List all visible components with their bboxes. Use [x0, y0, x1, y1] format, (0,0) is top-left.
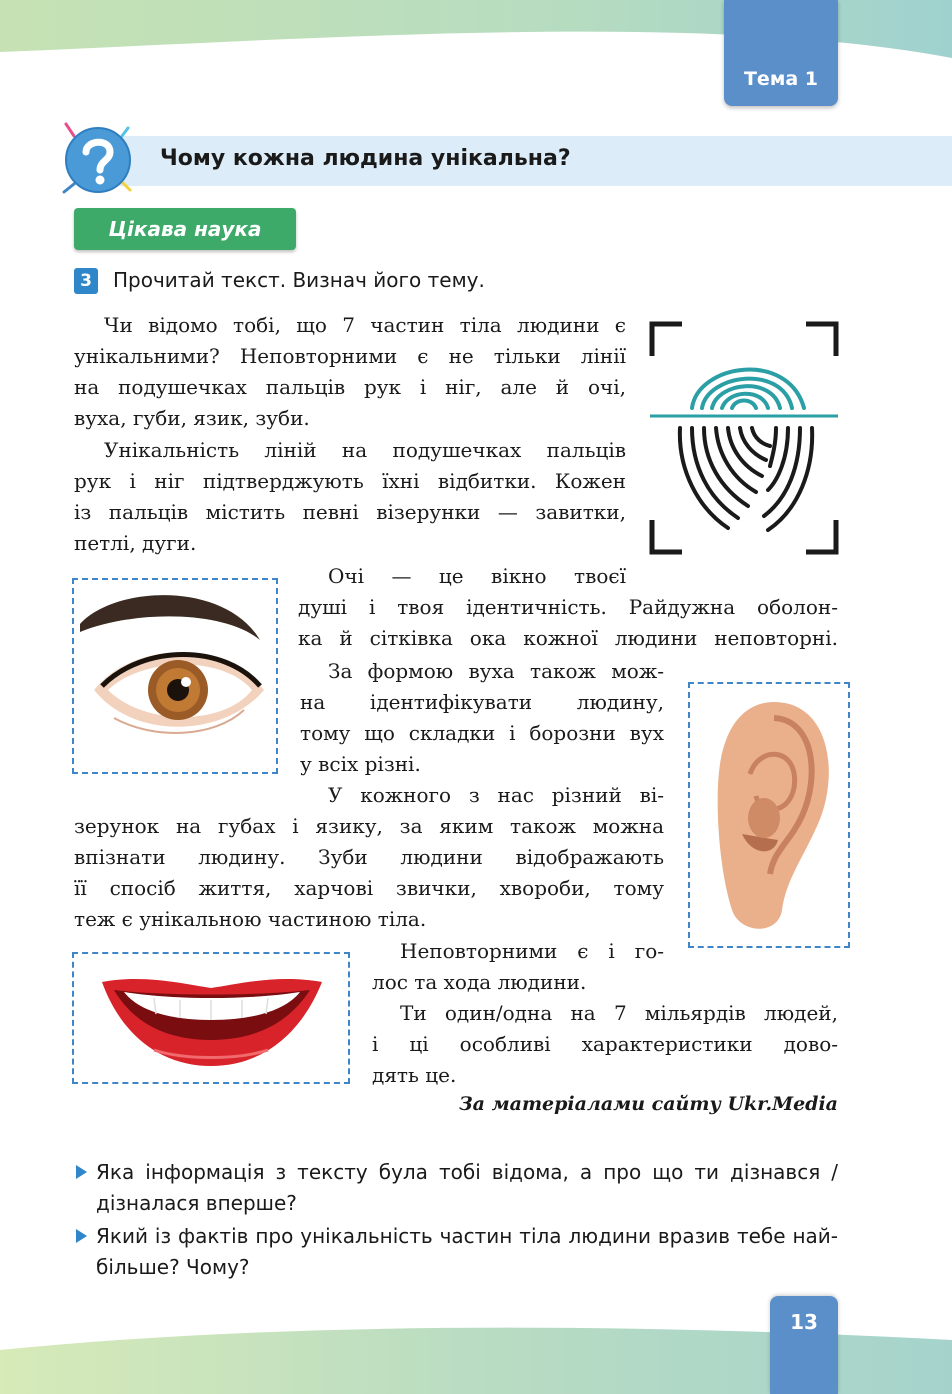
text-line: Ти один/одна на 7 мільярдів людей, [400, 1001, 838, 1025]
eye-illustration [74, 580, 276, 772]
text-line: у всіх різні. [300, 752, 421, 776]
text-line: вуха, губи, язик, зуби. [74, 406, 310, 430]
lips-illustration [74, 954, 348, 1082]
source-credit: За матеріалами сайту Ukr.Media [458, 1093, 838, 1115]
text-line: із пальців містить певні візерунки — завитки, [74, 500, 626, 524]
text-line: ка й сітківка ока кожної людини неповторні. [298, 626, 838, 650]
text-line: Чи відомо тобі, що 7 частин тіла людини є [104, 313, 626, 337]
question-line: дізналася вперше? [96, 1191, 297, 1215]
eye-image-frame [72, 578, 278, 774]
text-line: рук і ніг підтверджують їхні відбитки. Кожен [74, 469, 626, 493]
text-line: Неповторними є і го- [400, 939, 664, 963]
ear-illustration [690, 684, 848, 946]
lips-image-frame [72, 952, 350, 1084]
text-line: душі і твоя ідентичність. Райдужна оболон- [298, 595, 838, 619]
ear-image-frame [688, 682, 850, 948]
question-line: Який із фактів про унікальність частин тіла людини вразив тебе най- [96, 1224, 838, 1248]
text-line: дять це. [372, 1063, 457, 1087]
page-number: 13 [790, 1310, 818, 1334]
text-line: її спосіб життя, харчові звички, хвороби, тому [74, 876, 664, 900]
text-line: тому що складки і борозни вух [300, 721, 664, 745]
text-line: на подушечках пальців рук і ніг, але й очі, [74, 375, 626, 399]
task-instruction: Прочитай текст. Визнач його тему. [113, 268, 485, 292]
topic-tab [724, 0, 838, 106]
bullet-triangle-icon [76, 1229, 87, 1243]
text-line: лос та хода людини. [372, 970, 587, 994]
text-line: За формою вуха також мож- [328, 659, 664, 683]
section-label-text: Цікава наука [108, 217, 262, 241]
text-line: впізнати людину. Зуби людини відображають [74, 845, 664, 869]
text-line: на ідентифікувати людину, [300, 690, 664, 714]
task-number: 3 [74, 268, 98, 294]
question-line: більше? Чому? [96, 1255, 250, 1279]
fingerprint-icon [648, 320, 840, 556]
question-title: Чому кожна людина унікальна? [160, 146, 571, 171]
text-line: Унікальність ліній на подушечках пальців [104, 438, 626, 462]
topic-label: Тема 1 [743, 68, 819, 90]
text-line: У кожного з нас різний ві- [328, 783, 664, 807]
text-line: зерунок на губах і язику, за яким також можна [74, 814, 664, 838]
text-line: унікальними? Неповторними є не тільки лінії [74, 344, 626, 368]
section-label [74, 208, 296, 250]
question-line: Яка інформація з тексту була тобі відома, а про що ти дізнався / [96, 1160, 838, 1184]
question-mark-icon [58, 120, 140, 202]
text-line: петлі, дуги. [74, 531, 197, 555]
text-line: і ці особливі характеристики дово- [372, 1032, 838, 1056]
page-number-tab [770, 1296, 838, 1394]
text-line: теж є унікальною частиною тіла. [74, 907, 427, 931]
bullet-triangle-icon [76, 1165, 87, 1179]
text-line: Очі — це вікно твоєї [328, 564, 626, 588]
